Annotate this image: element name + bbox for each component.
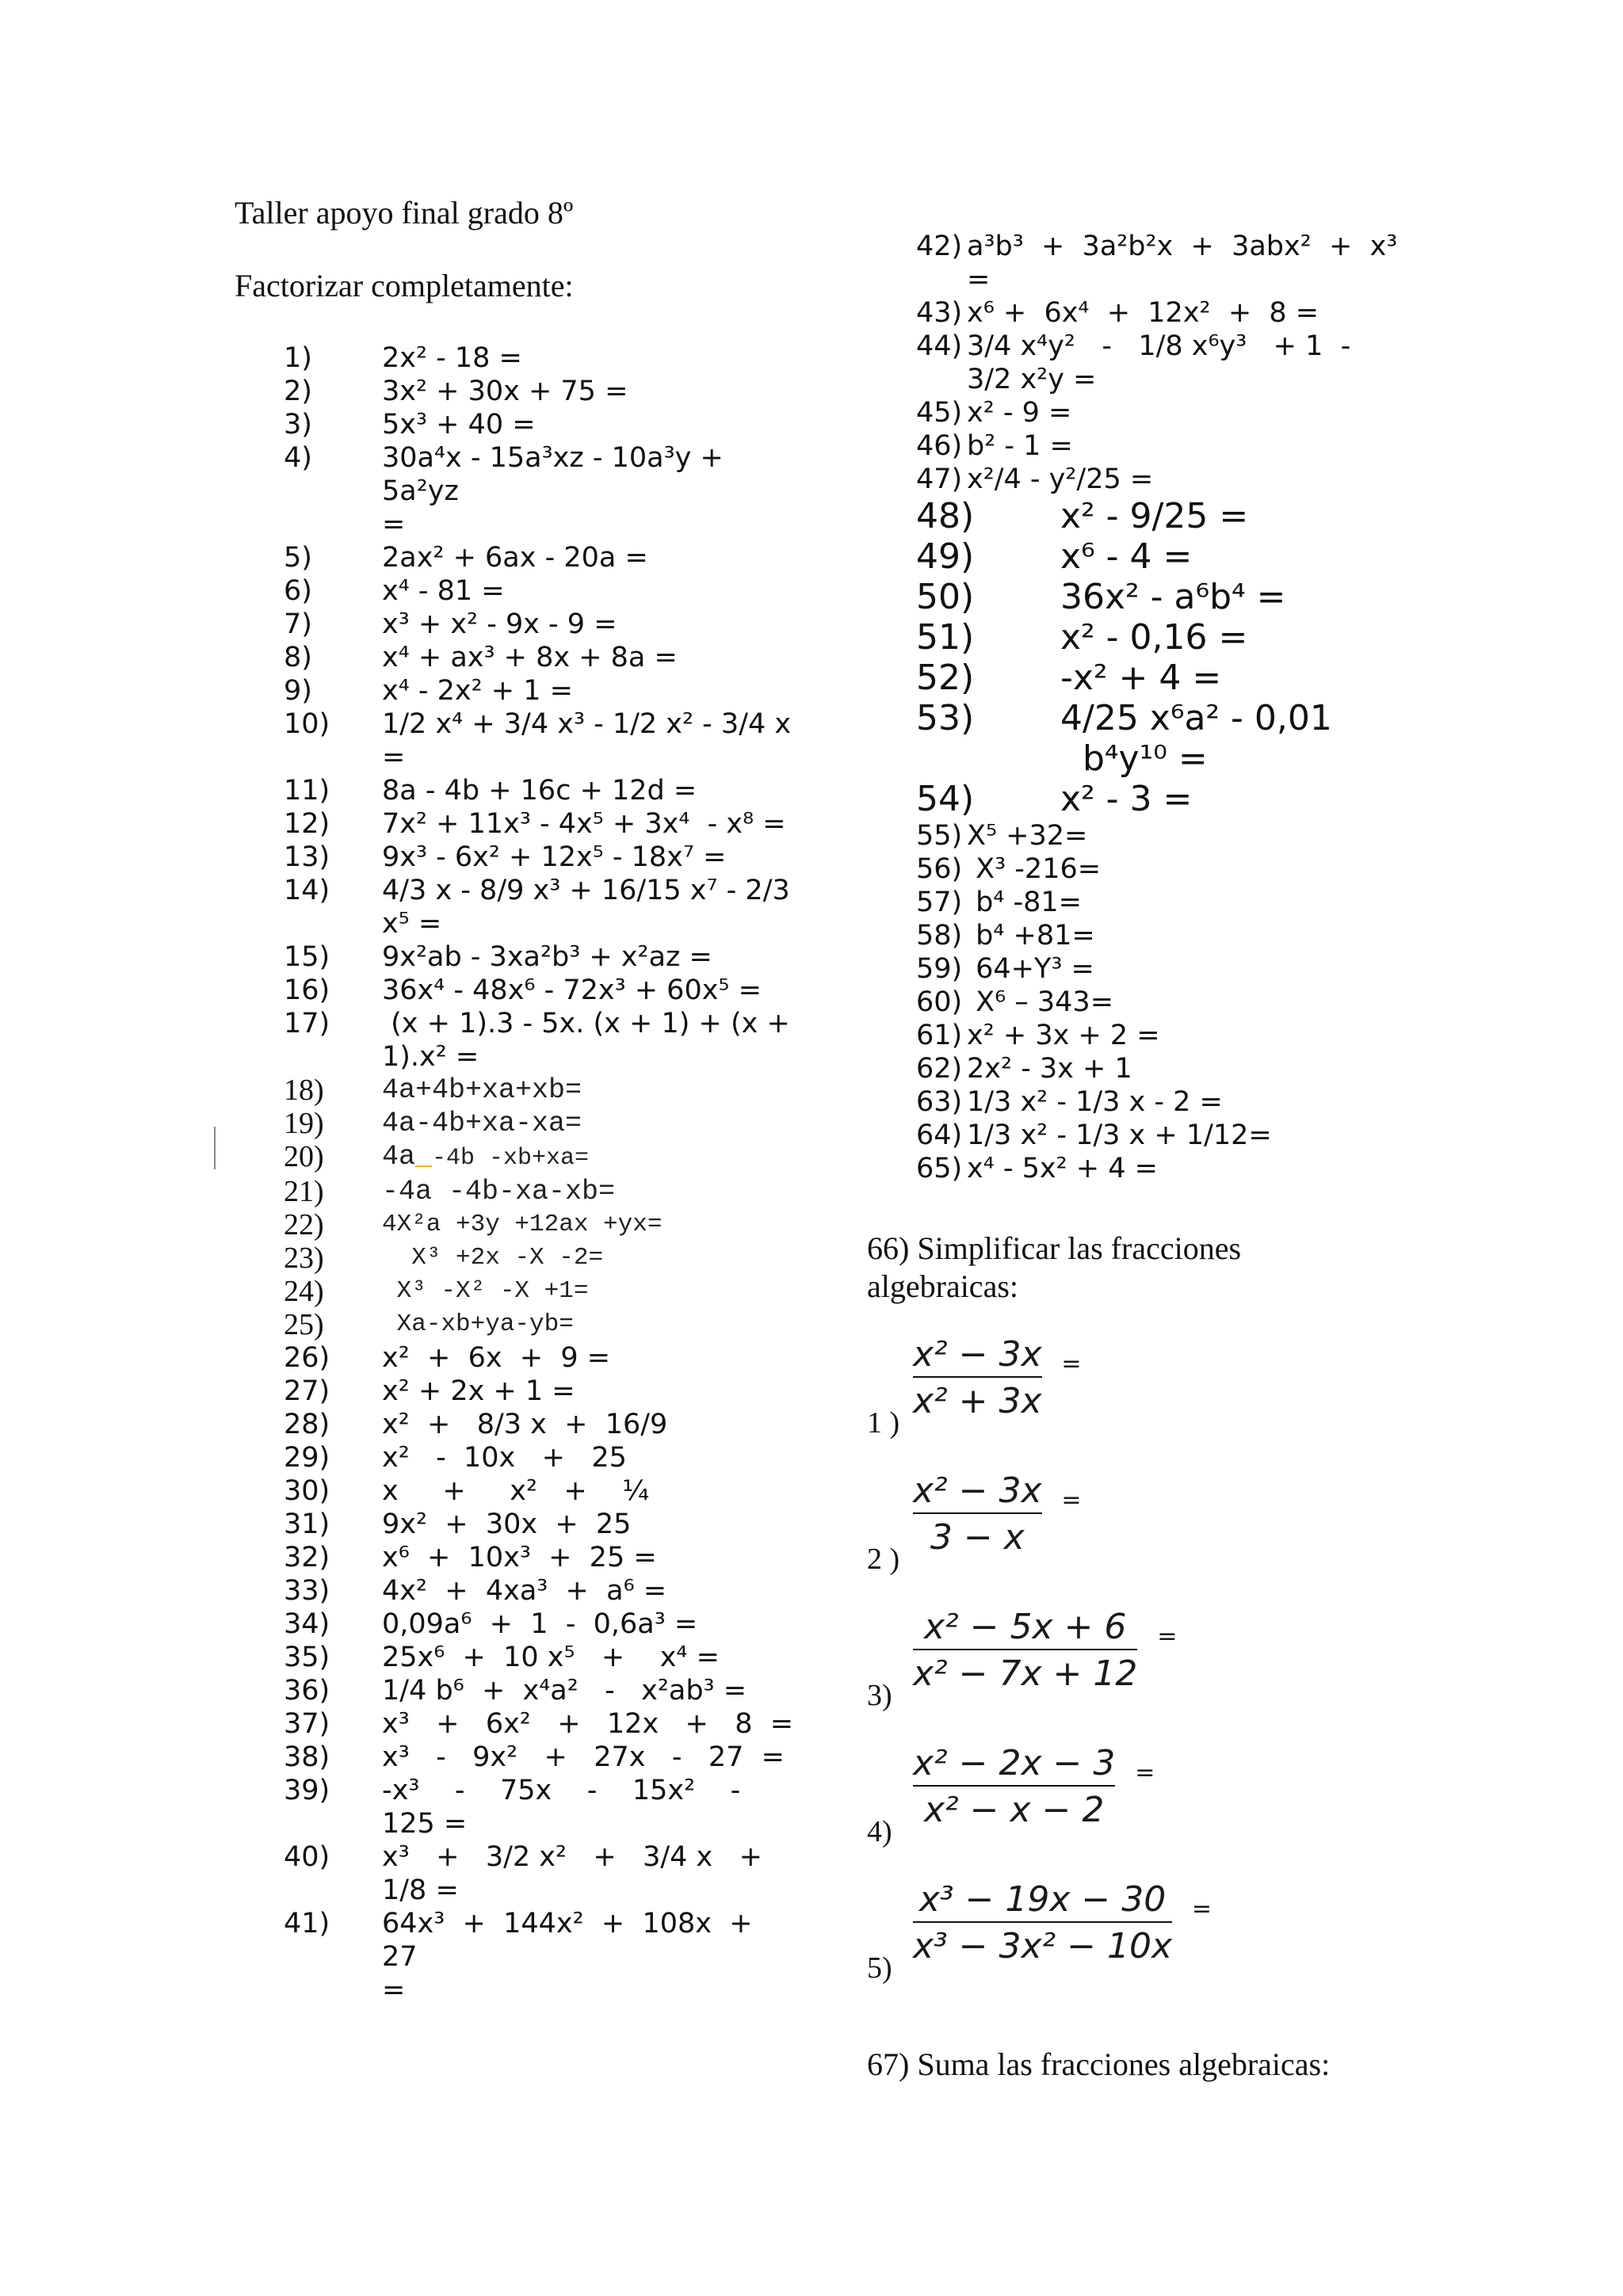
exercise-expression: x⁴ - 5x² + 4 = [967, 1153, 1158, 1184]
exercise-item [867, 230, 1414, 296]
exercise-expression: (x + 1).3 - 5x. (x + 1) + (x + 1).x² = [382, 1008, 790, 1073]
exercise-number: 38) [284, 1741, 330, 1773]
exercise-expression: x² - 9 = [967, 397, 1072, 429]
exercise-expression: x³ - 9x² + 27x - 27 = [382, 1741, 785, 1773]
page-title: Taller apoyo final grado 8º [235, 195, 574, 231]
exercise-number: 59) [916, 953, 963, 985]
exercise-expression: 36x² - a⁶b⁴ = [1060, 577, 1286, 617]
exercise-list-2 [235, 1074, 805, 1341]
exercise-number: 61) [916, 1020, 963, 1051]
exercise-expression: x⁶ - 4 = [1060, 536, 1193, 577]
exercise-expression: x² - 0,16 = [1060, 617, 1248, 658]
exercise-item [867, 819, 1414, 852]
exercise-expression: -x³ - 75x - 15x² - 125 = [382, 1775, 741, 1840]
exercise-number: 55) [916, 820, 963, 852]
fraction-bar [913, 1376, 1042, 1378]
exercise-number: 17) [284, 1008, 330, 1039]
fraction-label: 3) [867, 1679, 892, 1712]
exercise-item [867, 919, 1414, 952]
exercise-number: 19) [284, 1107, 324, 1140]
exercise-expression: 4/3 x - 8/9 x³ + 16/15 x⁷ - 2/3 x⁵ = [382, 875, 790, 940]
margin-change-marker [214, 1127, 216, 1169]
exercise-number: 30) [284, 1475, 330, 1507]
fraction-bar [913, 1512, 1042, 1514]
exercise-item [867, 1152, 1414, 1185]
exercise-item [235, 1107, 805, 1140]
exercise-number: 53) [916, 698, 975, 738]
exercise-item [235, 1208, 805, 1241]
exercise-item [867, 330, 1414, 396]
algebraic-fraction [913, 1470, 1082, 1558]
exercise-item [235, 1074, 805, 1107]
exercise-item [867, 429, 1414, 463]
exercise-item [235, 608, 805, 641]
exercise-expression: Xa-xb+ya-yb= [382, 1310, 574, 1338]
exercise-expression: x² + 6x + 9 = [382, 1342, 611, 1374]
exercise-number: 22) [284, 1208, 324, 1241]
exercise-expression: x⁶ + 6x⁴ + 12x² + 8 = [967, 297, 1319, 329]
exercise-expression: 64+Y³ = [967, 953, 1094, 985]
exercise-number: 33) [284, 1575, 330, 1607]
exercise-number: 5) [284, 542, 312, 574]
left-column [235, 194, 805, 2007]
fraction-item [867, 1735, 1414, 1871]
exercise-number: 24) [284, 1275, 324, 1308]
exercise-item [235, 1541, 805, 1574]
exercise-item [235, 707, 805, 774]
exercise-item [235, 1441, 805, 1474]
exercise-number: 6) [284, 575, 312, 607]
section-67-heading: 67) Suma las fracciones algebraicas: [867, 2046, 1331, 2082]
exercise-item [235, 641, 805, 674]
exercise-expression: 8a - 4b + 16c + 12d = [382, 775, 697, 807]
exercise-expression: 2x² - 3x + 1 [967, 1053, 1132, 1085]
exercise-number: 43) [916, 297, 963, 329]
exercise-expression: x² + 3x + 2 = [967, 1020, 1160, 1051]
exercise-number: 23) [284, 1241, 324, 1275]
exercise-number: 41) [284, 1908, 330, 1939]
exercise-expression: 0,09a⁶ + 1 - 0,6a³ = [382, 1608, 698, 1640]
exercise-item [235, 774, 805, 807]
exercise-item [235, 1241, 805, 1275]
algebraic-fraction [913, 1879, 1212, 1966]
fraction-bar [913, 1649, 1137, 1650]
exercise-number: 32) [284, 1542, 330, 1573]
exercise-list-4 [867, 230, 1414, 496]
exercise-item [235, 1741, 805, 1774]
exercise-expression: 64x³ + 144x² + 108x + 27 = [382, 1908, 753, 2006]
exercise-expression: 4X²a +3y +12ax +yx= [382, 1211, 663, 1238]
exercise-expression: 1/3 x² - 1/3 x - 2 = [967, 1086, 1223, 1118]
exercise-expression: 3/4 x⁴y² - 1/8 x⁶y³ + 1 - 3/2 x²y = [967, 330, 1351, 395]
exercise-number: 65) [916, 1153, 963, 1184]
exercise-number: 27) [284, 1375, 330, 1407]
exercise-item [235, 841, 805, 874]
exercise-number: 2) [284, 376, 312, 407]
exercise-item [235, 1275, 805, 1308]
exercise-number: 57) [916, 887, 963, 918]
exercise-item [235, 541, 805, 574]
exercise-item [235, 1707, 805, 1741]
exercise-number: 48) [916, 496, 975, 536]
exercise-list-5 [867, 496, 1414, 819]
exercise-number: 60) [916, 986, 963, 1018]
fraction-denominator: x² + 3x [913, 1381, 1042, 1421]
fraction-numerator: x² − 3x [913, 1470, 1042, 1511]
exercise-item [235, 1674, 805, 1707]
exercise-expression: x⁴ - 81 = [382, 575, 505, 607]
exercise-expression: a³b³ + 3a²b²x + 3abx² + x³ = [967, 231, 1398, 296]
exercise-number: 16) [284, 974, 330, 1006]
exercise-expression: 1/3 x² - 1/3 x + 1/12= [967, 1119, 1272, 1151]
exercise-expression: X⁶ – 343= [967, 986, 1114, 1018]
exercise-list-1 [235, 341, 805, 1074]
exercise-item [867, 852, 1414, 886]
fraction-numerator: x³ − 19x − 30 [918, 1879, 1167, 1920]
exercise-item [235, 1641, 805, 1674]
algebraic-fraction [913, 1607, 1178, 1694]
exercise-item [867, 1052, 1414, 1085]
fraction-numerator: x² − 2x − 3 [913, 1743, 1116, 1783]
section-66-heading: 66) Simplificar las fracciones algebraicas: [867, 1230, 1242, 1304]
exercise-number: 39) [284, 1775, 330, 1806]
fraction-item [867, 1463, 1414, 1599]
fraction-item [867, 1871, 1414, 2008]
exercise-expression: 4a-4b+xa-xa= [382, 1108, 582, 1139]
exercise-number: 44) [916, 330, 963, 362]
exercise-item [867, 396, 1414, 429]
exercise-number: 63) [916, 1086, 963, 1118]
exercise-expression: 36x⁴ - 48x⁶ - 72x³ + 60x⁵ = [382, 974, 762, 1006]
exercise-number: 50) [916, 577, 975, 617]
exercise-item [867, 1119, 1414, 1152]
equals-sign: = [1061, 1486, 1082, 1514]
exercise-item [867, 886, 1414, 919]
exercise-number: 26) [284, 1342, 330, 1374]
exercise-expression: x² - 9/25 = [1060, 496, 1249, 536]
exercise-number: 35) [284, 1642, 330, 1673]
text-cursor-mark: _ [415, 1141, 433, 1173]
exercise-item [235, 1175, 805, 1208]
exercise-number: 20) [284, 1140, 324, 1173]
equals-sign: = [1191, 1895, 1212, 1923]
exercise-expression: 7x² + 11x³ - 4x⁵ + 3x⁴ - x⁸ = [382, 808, 786, 840]
fraction-bar [913, 1921, 1172, 1923]
exercise-number: 7) [284, 608, 312, 640]
exercise-expression: -x² + 4 = [1060, 658, 1222, 698]
fraction-label: 4) [867, 1815, 892, 1848]
exercise-number: 49) [916, 536, 975, 577]
algebraic-fraction [913, 1743, 1155, 1830]
exercise-expression: 1/2 x⁴ + 3/4 x³ - 1/2 x² - 3/4 x = [382, 708, 792, 773]
exercise-expression: b⁴ +81= [967, 920, 1095, 952]
exercise-expression: X³ -X² -X +1= [382, 1277, 589, 1305]
exercise-expression: b² - 1 = [967, 430, 1073, 462]
exercise-item [235, 1308, 805, 1341]
exercise-item [235, 441, 805, 541]
exercise-expression: 1/4 b⁶ + x⁴a² - x²ab³ = [382, 1675, 747, 1707]
exercise-number: 15) [284, 941, 330, 973]
exercise-number: 29) [284, 1442, 330, 1474]
exercise-number: 51) [916, 617, 975, 658]
exercise-expression: 4/25 x⁶a² - 0,01 b⁴y¹⁰ = [1060, 698, 1332, 779]
exercise-item [235, 375, 805, 408]
exercise-expression: -4a -4b-xa-xb= [382, 1176, 616, 1207]
exercise-number: 34) [284, 1608, 330, 1640]
exercise-number: 56) [916, 853, 963, 885]
exercise-number: 45) [916, 397, 963, 429]
exercise-expression: x²/4 - y²/25 = [967, 463, 1154, 495]
exercise-item [235, 1375, 805, 1408]
exercise-expression: x + x² + ¼ [382, 1475, 650, 1507]
exercise-item [235, 1474, 805, 1508]
exercise-expression: x³ + 3/2 x² + 3/4 x + 1/8 = [382, 1841, 762, 1906]
exercise-item [235, 1907, 805, 2007]
exercise-expression: 9x² + 30x + 25 [382, 1508, 632, 1540]
exercise-item [235, 674, 805, 707]
exercise-expression: x⁴ - 2x² + 1 = [382, 675, 573, 707]
exercise-item [235, 1007, 805, 1074]
equals-sign: = [1061, 1350, 1082, 1378]
exercise-item [235, 874, 805, 940]
exercise-item [235, 807, 805, 841]
exercise-number: 47) [916, 463, 963, 495]
exercise-number: 12) [284, 808, 330, 840]
exercise-expression: 2ax² + 6ax - 20a = [382, 542, 648, 574]
exercise-expression: x³ + 6x² + 12x + 8 = [382, 1708, 794, 1740]
exercise-number: 13) [284, 841, 330, 873]
exercise-item [235, 1840, 805, 1907]
exercise-expression: x³ + x² - 9x - 9 = [382, 608, 617, 640]
exercise-number: 28) [284, 1409, 330, 1440]
expression-part: 4a [382, 1141, 416, 1173]
exercise-item [867, 463, 1414, 496]
exercise-number: 14) [284, 875, 330, 906]
exercise-expression: 4a+4b+xa+xb= [382, 1074, 582, 1106]
exercise-expression: 25x⁶ + 10 x⁵ + x⁴ = [382, 1642, 720, 1673]
equals-sign: = [1135, 1759, 1155, 1787]
exercise-item [235, 341, 805, 375]
exercise-item [867, 658, 1414, 698]
exercise-item [235, 1774, 805, 1840]
exercise-expression: X⁵ +32= [967, 820, 1088, 852]
exercise-item [867, 1085, 1414, 1119]
exercise-number: 46) [916, 430, 963, 462]
fraction-bar [913, 1785, 1115, 1787]
exercise-number: 18) [284, 1074, 324, 1107]
exercise-number: 11) [284, 775, 330, 807]
exercise-item [867, 577, 1414, 617]
fraction-label: 1 ) [867, 1406, 900, 1440]
exercise-item [235, 1341, 805, 1375]
exercise-expression: x² - 10x + 25 [382, 1442, 627, 1474]
exercise-item [867, 986, 1414, 1019]
fraction-denominator: x² − 7x + 12 [913, 1653, 1138, 1694]
exercise-item [235, 1508, 805, 1541]
fraction-label: 2 ) [867, 1543, 900, 1576]
exercise-number: 58) [916, 920, 963, 952]
exercise-number: 52) [916, 658, 975, 698]
exercise-expression: x² + 2x + 1 = [382, 1375, 575, 1407]
fraction-item [867, 1599, 1414, 1735]
exercise-item [867, 296, 1414, 330]
exercise-number: 3) [284, 409, 312, 441]
exercise-expression: 9x²ab - 3xa²b³ + x²az = [382, 941, 712, 973]
exercise-expression: x⁴ + ax³ + 8x + 8a = [382, 642, 678, 673]
exercise-item [867, 536, 1414, 577]
exercise-number: 4) [284, 442, 312, 474]
exercise-expression: b⁴ -81= [967, 887, 1083, 918]
exercise-item [235, 1608, 805, 1641]
exercise-number: 54) [916, 779, 975, 819]
exercise-expression: 2x² - 18 = [382, 342, 522, 374]
exercise-number: 64) [916, 1119, 963, 1151]
exercise-expression: x² - 3 = [1060, 779, 1193, 819]
exercise-number: 62) [916, 1053, 963, 1085]
exercise-item [867, 952, 1414, 986]
exercise-number: 42) [916, 231, 963, 262]
fraction-label: 5) [867, 1951, 892, 1985]
exercise-number: 10) [284, 708, 330, 740]
equals-sign: = [1157, 1623, 1178, 1650]
exercise-item [235, 574, 805, 608]
exercise-expression: 30a⁴x - 15a³xz - 10a³y + 5a²yz = [382, 442, 724, 540]
exercise-number: 8) [284, 642, 312, 673]
exercise-item [235, 1140, 805, 1175]
fraction-denominator: x² − x − 2 [924, 1790, 1105, 1830]
exercise-item [235, 940, 805, 974]
exercise-number: 36) [284, 1675, 330, 1707]
exercise-item [867, 779, 1414, 819]
fraction-denominator: 3 − x [930, 1517, 1025, 1558]
exercise-expression: 3x² + 30x + 75 = [382, 376, 628, 407]
exercise-number: 37) [284, 1708, 330, 1740]
exercise-expression: x⁶ + 10x³ + 25 = [382, 1542, 657, 1573]
fraction-item [867, 1326, 1414, 1463]
exercise-item [867, 1019, 1414, 1052]
exercise-number: 25) [284, 1308, 324, 1341]
exercise-item [235, 408, 805, 441]
exercise-item [235, 1574, 805, 1608]
exercise-list-3 [235, 1341, 805, 2007]
right-column [867, 230, 1414, 2084]
exercise-expression: X³ -216= [967, 853, 1102, 885]
expression-part: -4b -xb+xa= [432, 1145, 590, 1172]
fraction-numerator: x² − 5x + 6 [924, 1607, 1127, 1647]
exercise-number: 1) [284, 342, 312, 374]
exercise-item [867, 698, 1414, 779]
exercise-item [235, 1408, 805, 1441]
exercise-expression: X³ +2x -X -2= [382, 1244, 604, 1272]
exercise-item [867, 496, 1414, 536]
fraction-denominator: x³ − 3x² − 10x [913, 1926, 1173, 1966]
exercise-number: 21) [284, 1175, 324, 1208]
exercise-expression [382, 1140, 805, 1175]
exercise-expression: 4x² + 4xa³ + a⁶ = [382, 1575, 667, 1607]
exercise-number: 31) [284, 1508, 330, 1540]
fraction-list [867, 1326, 1414, 2008]
exercise-number: 9) [284, 675, 312, 707]
exercise-expression: 9x³ - 6x² + 12x⁵ - 18x⁷ = [382, 841, 727, 873]
exercise-expression: x² + 8/3 x + 16/9 [382, 1409, 668, 1440]
exercise-expression: 5x³ + 40 = [382, 409, 536, 441]
exercise-list-6 [867, 819, 1414, 1185]
exercise-number: 40) [284, 1841, 330, 1873]
exercise-item [235, 974, 805, 1007]
fraction-numerator: x² − 3x [913, 1334, 1042, 1375]
instruction: Factorizar completamente: [235, 268, 574, 303]
exercise-item [867, 617, 1414, 658]
algebraic-fraction [913, 1334, 1082, 1421]
